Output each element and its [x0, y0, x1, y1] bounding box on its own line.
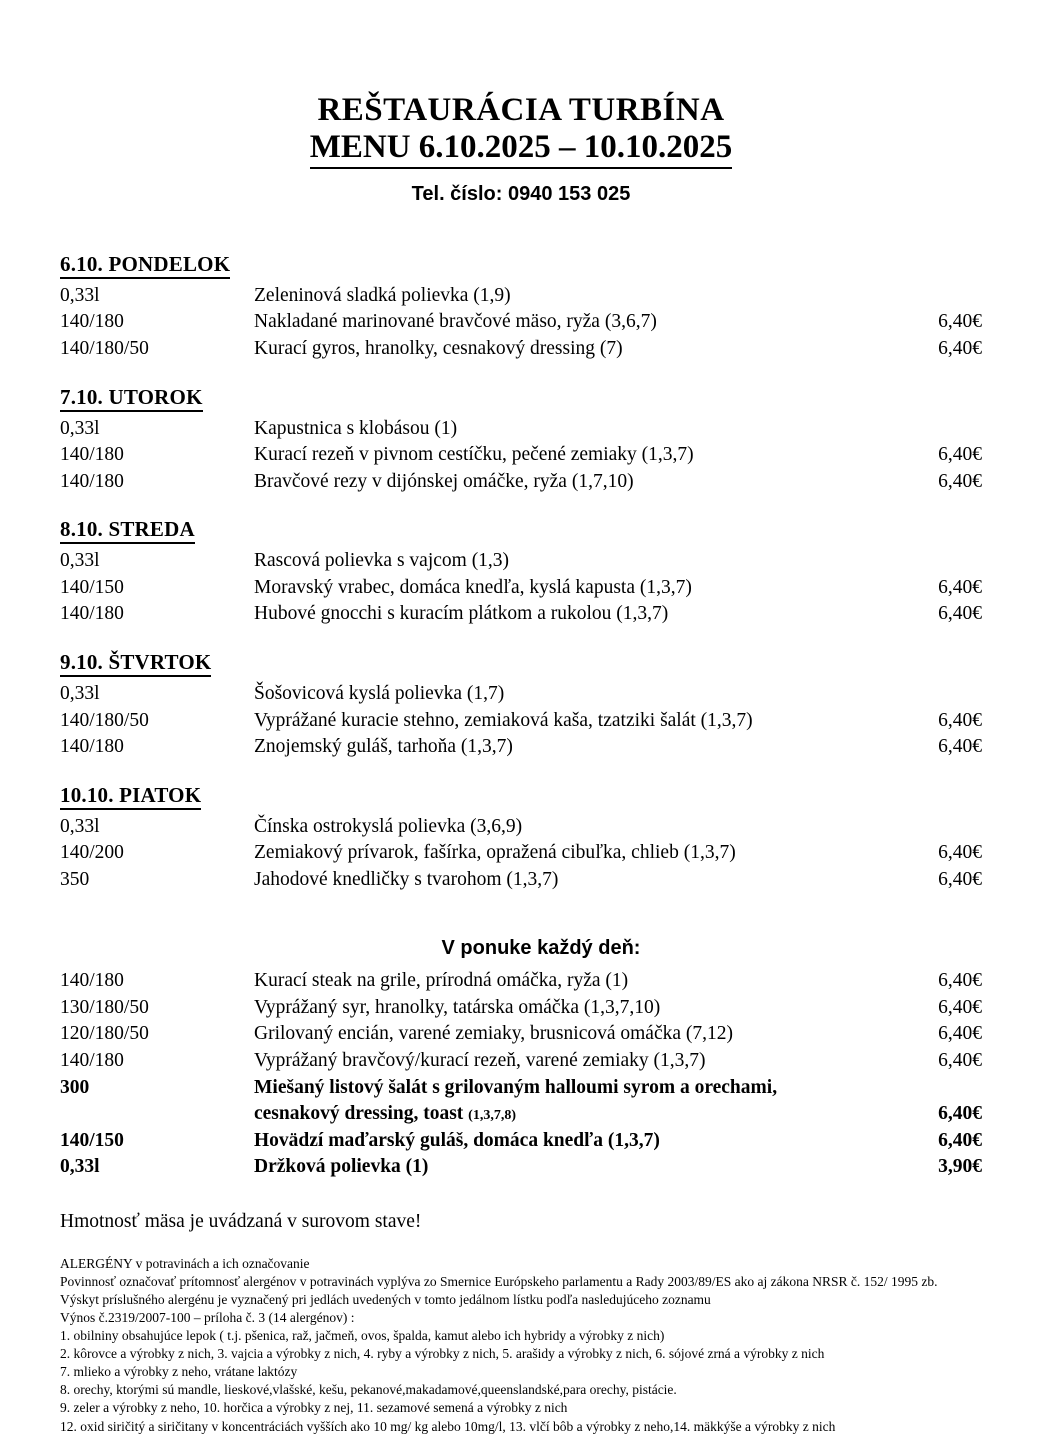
portion-size: 140/150 [60, 1129, 124, 1151]
day-menu-table [60, 548, 982, 628]
dish-price: 6,40€ [938, 868, 982, 890]
dish-description: Moravský vrabec, domáca knedľa, kyslá kapusta (1,3,7) [254, 576, 692, 598]
portion-size: 140/150 [60, 576, 124, 598]
allergen-line: 1. obilniny obsahujúce lepok ( t.j. pšenica, raž, jačmeň, ovos, špalda, kamut alebo ich hybridy a výrobky z nich) [60, 1328, 665, 1344]
allergen-line: 2. kôrovce a výrobky z nich, 3. vajcia a výrobky z nich, 4. ryby a výrobky z nich, 5. arašidy a výrobky z nich, 6. sójové zrná a výrobky z nich [60, 1346, 825, 1362]
portion-size: 140/180 [60, 736, 124, 758]
dish-description: Vyprážaný bravčový/kurací rezeň, varené zemiaky (1,3,7) [254, 1050, 706, 1072]
dish-price [862, 1075, 982, 1102]
menu-row [60, 469, 982, 496]
weight-note: Hmotnosť mäsa je uvádzaná v surovom stave! [60, 1210, 422, 1232]
portion-size: 0,33l [60, 550, 100, 572]
day-menu-table [60, 283, 982, 363]
day-block [60, 650, 982, 761]
daily-menu-row [60, 1075, 982, 1102]
portion-size: 0,33l [60, 682, 100, 704]
day-block [60, 385, 982, 496]
dish-price [862, 416, 982, 443]
dish-description: Rascová polievka s vajcom (1,3) [254, 550, 510, 572]
dish-price: 3,90€ [938, 1156, 982, 1178]
daily-menu-row [60, 1101, 982, 1128]
phone-number: Tel. číslo: 0940 153 025 [411, 182, 631, 205]
allergen-line: Povinnosť označovať prítomnosť alergénov v potravinách vyplýva zo Smernice Európskeho parlamentu a Rady 2003/89/ES ako aj zákona NRSR č. 152/ 1995 zb. [60, 1273, 938, 1289]
dish-price: 6,40€ [938, 1050, 982, 1072]
dish-description: Kurací gyros, hranolky, cesnakový dressing (7) [254, 338, 623, 360]
portion-size: 120/180/50 [60, 1023, 149, 1045]
menu-date-range: MENU 6.10.2025 – 10.10.2025 [310, 129, 733, 169]
allergen-line: 8. orechy, ktorými sú mandle, lieskové,vlašské, kešu, pekanové,makadamové,queenslandské,para orechy, pistácie. [60, 1382, 677, 1398]
dish-price: 6,40€ [938, 603, 982, 625]
allergens-title: ALERGÉNY v potravinách a ich označovanie [60, 1255, 310, 1271]
dish-price: 6,40€ [938, 470, 982, 492]
dish-description-text: cesnakový dressing, toast [254, 1103, 469, 1125]
menu-row [60, 283, 982, 310]
menu-row [60, 336, 982, 363]
day-title: 7.10. UTOROK [60, 385, 203, 412]
menu-row [60, 416, 982, 443]
daily-menu-row [60, 1021, 982, 1048]
dish-description: Čínska ostrokyslá polievka (3,6,9) [254, 815, 523, 837]
daily-offer-section [60, 937, 982, 1181]
dish-description: Kapustnica s klobásou (1) [254, 417, 458, 439]
dish-price [862, 283, 982, 310]
portion-size: 140/180/50 [60, 709, 149, 731]
menu-row [60, 575, 982, 602]
day-title: 9.10. ŠTVRTOK [60, 650, 211, 677]
menu-row [60, 681, 982, 708]
dish-description: Grilovaný encián, varené zemiaky, brusnicová omáčka (7,12) [254, 1023, 733, 1045]
allergen-line: Výskyt príslušného alergénu je vyznačený pri jedlách uvedených v tomto jedálnom lístku podľa nasledujúceho zoznamu [60, 1292, 711, 1307]
dish-description: Šošovicová kyslá polievka (1,7) [254, 682, 505, 704]
dish-price: 6,40€ [938, 1103, 982, 1125]
allergens-section [60, 1255, 982, 1436]
daily-offer-table [60, 968, 982, 1181]
allergen-line: 7. mlieko a výrobky z neho, vrátane laktózy [60, 1364, 298, 1380]
dish-price: 6,40€ [938, 736, 982, 758]
allergen-codes: (1,3,7,8) [468, 1108, 516, 1124]
daily-menu-row [60, 1048, 982, 1075]
dish-price: 6,40€ [938, 444, 982, 466]
portion-size: 0,33l [60, 1156, 100, 1178]
menu-row [60, 601, 982, 628]
dish-price: 6,40€ [938, 576, 982, 598]
dish-description: Kurací steak na grile, prírodná omáčka, ryža (1) [254, 970, 629, 992]
day-menu-table [60, 416, 982, 496]
daily-offer-heading: V ponuke každý deň: [441, 937, 641, 960]
portion-size: 300 [60, 1076, 90, 1098]
portion-size: 140/200 [60, 842, 124, 864]
menu-row [60, 734, 982, 761]
day-menu-table [60, 814, 982, 894]
dish-description: Hovädzí maďarský guláš, domáca knedľa (1,3,7) [254, 1129, 660, 1151]
daily-menu-row [60, 1128, 982, 1155]
dish-description [254, 1101, 862, 1128]
day-block [60, 517, 982, 628]
dish-description: Kurací rezeň v pivnom cestíčku, pečené zemiaky (1,3,7) [254, 444, 694, 466]
portion-size: 140/180 [60, 603, 124, 625]
dish-price: 6,40€ [938, 842, 982, 864]
portion-size: 130/180/50 [60, 996, 149, 1018]
dish-description: Hubové gnocchi s kuracím plátkom a rukolou (1,3,7) [254, 603, 669, 625]
portion-size: 0,33l [60, 417, 100, 439]
portion-size: 140/180 [60, 311, 124, 333]
dish-description: Vyprážané kuracie stehno, zemiaková kaša, tzatziki šalát (1,3,7) [254, 709, 753, 731]
day-block [60, 783, 982, 894]
menu-row [60, 708, 982, 735]
dish-description: Vyprážaný syr, hranolky, tatárska omáčka (1,3,7,10) [254, 996, 661, 1018]
dish-price: 6,40€ [938, 311, 982, 333]
daily-menu-row [60, 995, 982, 1022]
dish-price: 6,40€ [938, 996, 982, 1018]
portion-size: 140/180 [60, 970, 124, 992]
dish-description: Miešaný listový šalát s grilovaným halloumi syrom a orechami, [254, 1076, 778, 1098]
portion-size [60, 1101, 254, 1128]
dish-price: 6,40€ [938, 1023, 982, 1045]
allergen-line: Výnos č.2319/2007-100 – príloha č. 3 (14 alergénov) : [60, 1310, 355, 1326]
dish-price [862, 548, 982, 575]
dish-description: Nakladané marinované bravčové mäso, ryža (3,6,7) [254, 311, 657, 333]
daily-menu-row [60, 1154, 982, 1181]
menu-row [60, 309, 982, 336]
menu-row [60, 840, 982, 867]
portion-size: 350 [60, 868, 90, 890]
day-title: 8.10. STREDA [60, 517, 195, 544]
dish-description: Držková polievka (1) [254, 1156, 429, 1178]
menu-row [60, 442, 982, 469]
menu-row [60, 548, 982, 575]
dish-price: 6,40€ [938, 970, 982, 992]
dish-price: 6,40€ [938, 709, 982, 731]
allergen-line: 12. oxid siričitý a siričitany v koncentráciách vyšších ako 10 mg/ kg alebo 10mg/l, 13. vlčí bôb a výrobky z neho,14. mäkkýše a výrobky z nich [60, 1418, 836, 1434]
dish-price: 6,40€ [938, 338, 982, 360]
portion-size: 0,33l [60, 815, 100, 837]
day-title: 10.10. PIATOK [60, 783, 201, 810]
dish-description: Bravčové rezy v dijónskej omáčke, ryža (1,7,10) [254, 470, 634, 492]
dish-price: 6,40€ [938, 1129, 982, 1151]
allergen-line: 9. zeler a výrobky z neho, 10. horčica a výrobky z nej, 11. sezamové semená a výrobky z nich [60, 1400, 568, 1416]
restaurant-name: REŠTAURÁCIA TURBÍNA [317, 92, 725, 128]
day-block [60, 252, 982, 363]
day-menu-table [60, 681, 982, 761]
portion-size: 140/180/50 [60, 338, 149, 360]
dish-description: Jahodové knedličky s tvarohom (1,3,7) [254, 868, 559, 890]
dish-description: Zeleninová sladká polievka (1,9) [254, 284, 511, 306]
document-header [0, 0, 1042, 206]
daily-menu-row [60, 968, 982, 995]
menu-row [60, 814, 982, 841]
dish-price [862, 814, 982, 841]
dish-price [862, 681, 982, 708]
day-title: 6.10. PONDELOK [60, 252, 230, 279]
dish-description: Znojemský guláš, tarhoňa (1,3,7) [254, 736, 513, 758]
days-container [60, 252, 982, 893]
portion-size: 140/180 [60, 444, 124, 466]
dish-description: Zemiakový prívarok, fašírka, opražená cibuľka, chlieb (1,3,7) [254, 842, 736, 864]
portion-size: 140/180 [60, 470, 124, 492]
portion-size: 0,33l [60, 284, 100, 306]
menu-content [0, 252, 1042, 1436]
portion-size: 140/180 [60, 1050, 124, 1072]
menu-row [60, 867, 982, 894]
